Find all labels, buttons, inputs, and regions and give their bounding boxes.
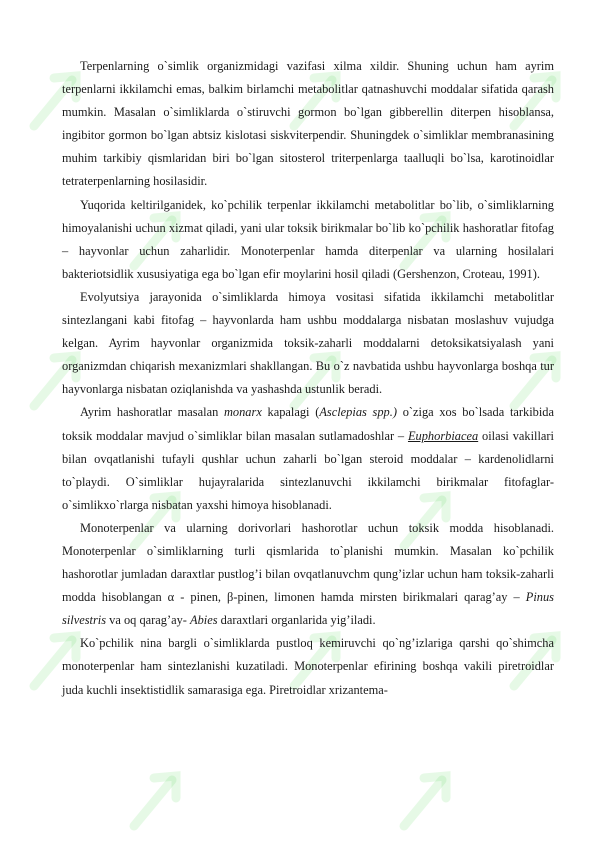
paragraph-6: Ko`pchilik nina bargli o`simliklarda pustloq kemiruvchi qo`ng’izlariga qarshi qo`shimcha monoterpenlar ham sintezlanishi kuzatiladi. Monoterpenlar efirining boshqa vakili piretroidlar juda kuchli insektistidlik samarasiga ega. Piretroidlar xrizantema- <box>62 636 554 697</box>
paragraph-2: Yuqorida keltirilganidek, ko`pchilik terpenlar ikkilamchi metabolitlar bo`lib, o`simliklarning himoyalanishi uchun xizmat qiladi, yani ular toksik birikmalar bo`lib ko`pchilik hashoratlar fitofag – hayvonlar uchun zaharlidir. Monoterpenlar hamda diterpenlar va ularning hosilalari bakteriotsidlik xususiyatiga ega bo`lgan efir moylarini hosil qiladi (Gershenzon, Croteau, 1991). <box>62 197 554 281</box>
p5-italic-pinus: Pinus silvestris <box>62 590 554 628</box>
paragraph-1: Terpenlarning o`simlik organizmidagi vazifasi xilma xildir. Shuning uchun ham ayrim terpenlarni ikkilamchi emas, balkim birlamchi metabolitlar qatnashuvchi moddalar sifatida qarash mumkin. Masalan o`simliklarda o`stiruvchi gormon bo`lgan gibberellin diterpen hisoblansa, ingibitor gormon bo`lgan abtsiz kislotasi siskviterpendir. Shuningdek o`simliklar membranasining muhim tarkibiy qismlaridan biri bo`lgan sitosterol triterpenlarga taalluqli bo`lsa, karotinoidlar tetraterpenlarning hosilasidir. <box>62 59 554 189</box>
p5-text-3: daraxtlari organlarida yig’iladi. <box>217 613 376 628</box>
p4-text-4: oilasi vakillari bilan ovqatlanishi tufayli qushlar uchun zaharli bo`lgan steroid moddalar – kardenolidlarni to`playdi. O`simliklar hujayralarida sintezlanuvchi ikkilamchi birikmalar fitofaglar-o`simlikxo`rlarga nisbatan yaxshi himoya hisoblanadi. <box>62 428 554 512</box>
p5-text-2: va oq qarag’ay- <box>106 613 191 628</box>
paragraph-3: Evolyutsiya jarayonida o`simliklarda himoya vositasi sifatida ikkilamchi metabolitlar sintezlangani kabi fitofag – hayvonlarda ham ushbu moddalarga nisbatan moslashuv vujudga kelgan. Ayrim hayvonlar organizmida toksik-zaharli moddalarni detoksikatsiyalash yani organizmdan chiqarish mexanizmlari shakllangan. Bu o`z navbatida ushbu hayvonlarga boshqa tur hayvonlarga nisbatan oziqlanishda va yashashda ustunlik beradi. <box>62 289 554 397</box>
p4-italic-euphorbiacea: Euphorbiacea <box>407 428 479 443</box>
p5-text-1: Monoterpenlar va ularning dorivorlari hashorotlar uchun toksik modda hisoblanadi. Monoterpenlar o`simliklarning turli qismlarida to`planishi mumkin. Masalan ko`pchilik hashorotlar jumladan daraxtlar pustlog’i bilan ovqatlanuvchm qung’izlar uchun ham toksik-zaharli modda hisoblangan α - pinen, β-pinen, limonen hamda mirsten birikmalari qarag’ay – <box>62 520 554 605</box>
p4-text-2: kapalagi ( <box>261 405 320 420</box>
p5-italic-abies: Abies <box>190 613 218 628</box>
p4-italic-asclepias: Asclepias spp.) <box>319 405 397 420</box>
p4-text-1: Ayrim hashoratlar masalan <box>80 405 224 420</box>
p4-italic-monarx: monarx <box>223 405 262 420</box>
watermark-mark-icon <box>390 760 470 840</box>
body-text <box>62 55 554 702</box>
p4-text-3: o`ziga xos bo`lsada tarkibida toksik moddalar mavjud o`simliklar bilan masalan sutlamadoshlar – <box>62 405 554 443</box>
watermark-mark-icon <box>120 760 200 840</box>
paragraph-4 <box>62 401 554 516</box>
paragraph-5 <box>62 517 554 632</box>
